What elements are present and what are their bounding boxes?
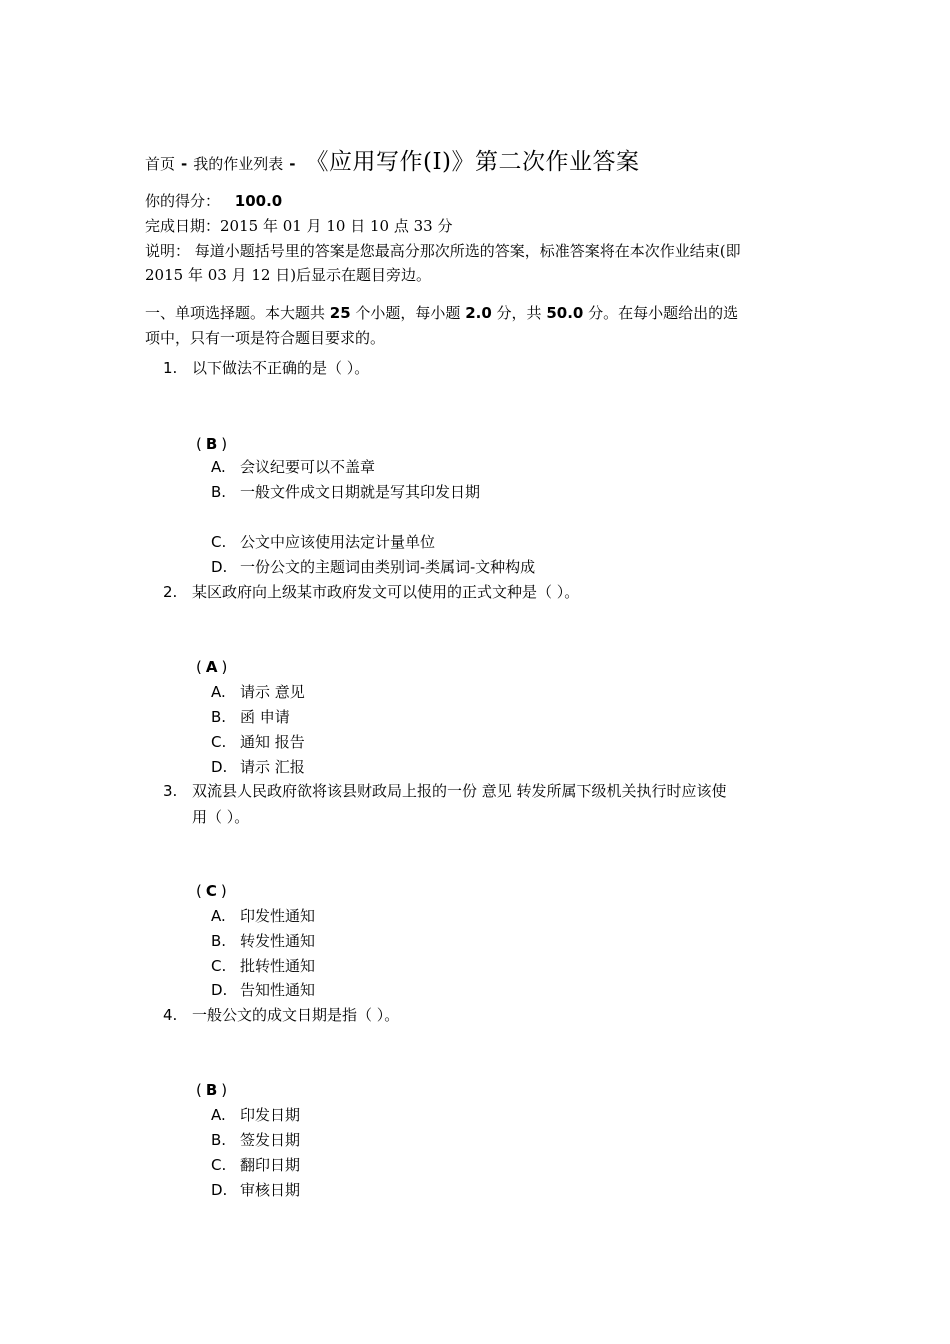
option-text: 通知 报告 [240,733,305,751]
question-text: 以下做法不正确的是（ ）。 [192,359,370,377]
question-text-line-2: 用（ ）。 [192,808,250,826]
score-line [145,190,282,212]
option-text: 批转性通知 [240,957,316,975]
breadcrumb [145,143,640,176]
section-total-points: 50.0 [546,304,584,322]
question-text: 双流县人民政府欲将该县财政局上报的一份 意见 转发所属下级机关执行时应该使 [192,782,727,800]
note-line-2: 2015 年 03 月 12 日)后显示在题目旁边。 [145,266,432,284]
selected-answer: ( B ) [196,1081,228,1099]
option-text: 请示 意见 [240,683,305,701]
option-text: 印发性通知 [240,907,316,925]
option-text: 印发日期 [240,1106,301,1124]
option-letter: A. [211,458,226,476]
breadcrumb-separator: - [289,155,296,173]
option-letter: A. [211,907,226,925]
section-mid-1: 个小题，每小题 [350,304,466,322]
option-letter: B. [211,932,227,950]
completion-date-label: 完成日期： [145,217,221,235]
option-letter: A. [211,683,226,701]
question-text: 一般公文的成文日期是指（ ）。 [192,1006,400,1024]
breadcrumb-homework-list-link[interactable]: 我的作业列表 [193,155,284,173]
selected-answer: ( A ) [196,658,228,676]
section-heading-line-2: 项中，只有一项是符合题目要求的。 [145,329,386,347]
selected-answer: ( B ) [196,435,228,453]
option-letter: D. [211,981,228,999]
option-text: 会议纪要可以不盖章 [240,458,376,476]
option-letter: D. [211,1181,228,1199]
option-letter: D. [211,758,228,776]
option-letter: A. [211,1106,226,1124]
option-text: 签发日期 [240,1131,301,1149]
option-letter: D. [211,558,228,576]
breadcrumb-separator: - [181,155,188,173]
question-number: 4. [163,1006,178,1024]
option-text: 转发性通知 [240,932,316,950]
option-letter: B. [211,1131,227,1149]
selected-answer: ( C ) [196,882,227,900]
section-prefix: 一、单项选择题。本大题共 [145,304,330,322]
breadcrumb-home-link[interactable]: 首页 [145,155,176,173]
option-letter: C. [211,957,227,975]
note-line-1: 说明： 每道小题括号里的答案是您最高分那次所选的答案，标准答案将在本次作业结束(即 [145,242,741,260]
option-text: 公文中应该使用法定计量单位 [240,533,436,551]
option-text: 函 申请 [240,708,290,726]
option-letter: C. [211,1156,227,1174]
completion-date-value: 2015 年 01 月 10 日 10 点 33 分 [220,217,453,235]
option-text: 翻印日期 [240,1156,301,1174]
option-letter: B. [211,708,227,726]
section-suffix: 分。在每小题给出的选 [583,304,739,322]
section-heading [145,302,738,324]
option-text: 一份公文的主题词由类别词-类属词-文种构成 [240,558,536,576]
option-letter: C. [211,733,227,751]
option-letter: B. [211,483,227,501]
option-letter: C. [211,533,227,551]
section-question-count: 25 [329,304,351,322]
question-number: 2. [163,583,178,601]
question-number: 1. [163,359,178,377]
option-text: 告知性通知 [240,981,316,999]
score-value: 100.0 [234,192,283,210]
option-text: 一般文件成文日期就是写其印发日期 [240,483,481,501]
page-title: 《应用写作(Ⅰ)》第二次作业答案 [305,149,640,175]
option-text: 审核日期 [240,1181,301,1199]
score-label: 你的得分： [145,192,221,210]
option-text: 请示 汇报 [240,758,305,776]
question-text: 某区政府向上级某市政府发文可以使用的正式文种是（ ）。 [192,583,580,601]
section-mid-2: 分，共 [491,304,547,322]
section-points-each: 2.0 [465,304,492,322]
question-number: 3. [163,782,178,800]
completion-date-line [145,215,452,237]
